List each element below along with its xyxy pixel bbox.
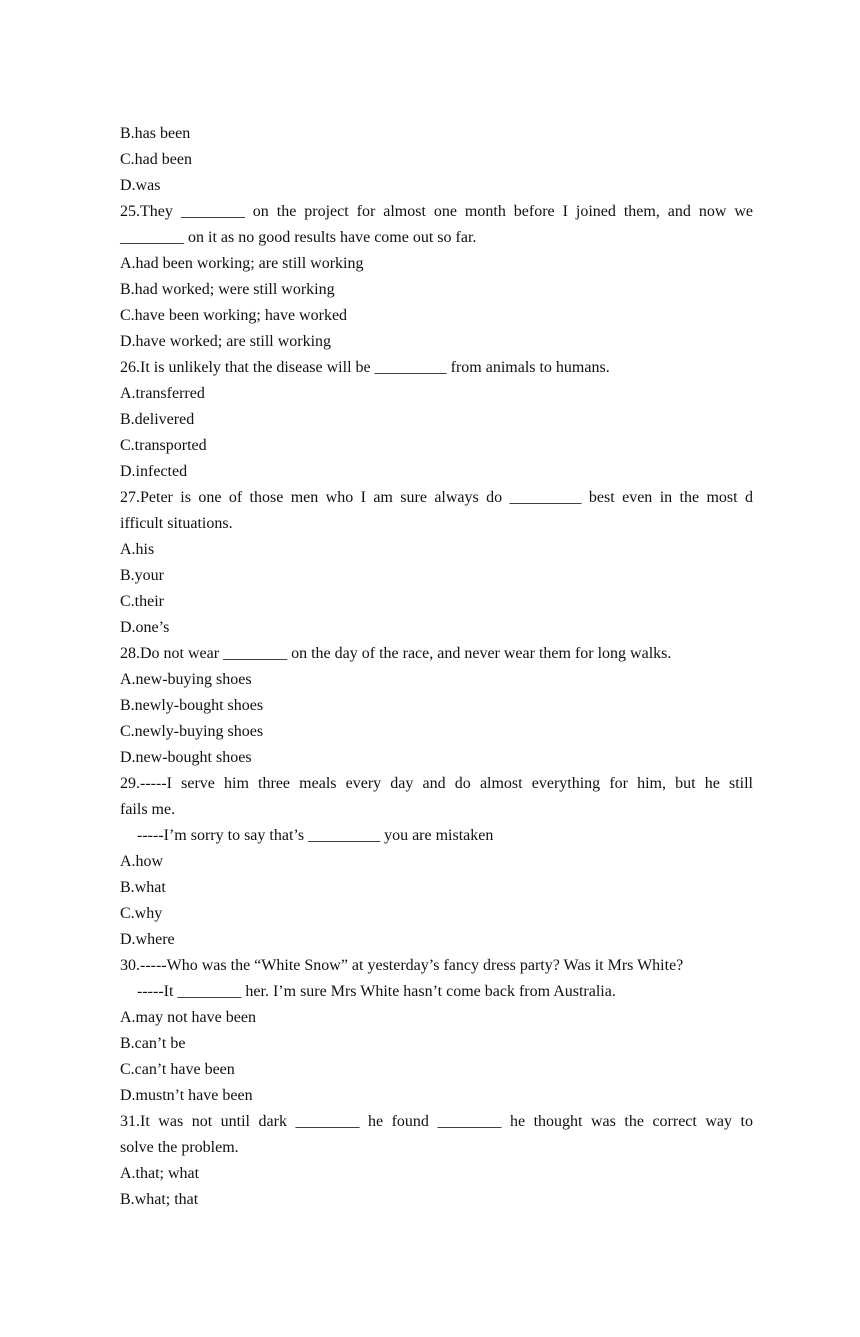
document-page [120,121,753,1213]
option-line: C.transported [120,437,207,454]
option-line: D.have worked; are still working [120,333,332,350]
option-line: C.newly-buying shoes [120,723,264,740]
option-line: B.can’t be [120,1035,186,1052]
option-line: A.how [120,853,164,870]
option-line: A.that; what [120,1165,200,1182]
option-line: C.their [120,593,164,610]
option-line: C.why [120,905,163,922]
option-line: D.new-bought shoes [120,749,252,766]
question-line: 29.-----I serve him three meals every day and do almost everything for him, but he still [120,775,753,792]
option-line: B.what; that [120,1191,199,1208]
question-line: 30.-----Who was the “White Snow” at yesterday’s fancy dress party? Was it Mrs White? [120,957,684,974]
option-line: A.had been working; are still working [120,255,364,272]
option-line: C.can’t have been [120,1061,235,1078]
dialogue-reply-line: -----I’m sorry to say that’s _________ you are mistaken [137,827,494,844]
option-line: B.has been [120,125,191,142]
dialogue-reply-line: -----It ________ her. I’m sure Mrs White hasn’t come back from Australia. [137,983,616,1000]
question-line: fails me. [120,801,176,818]
option-line: B.delivered [120,411,195,428]
option-line: B.your [120,567,164,584]
question-line: ________ on it as no good results have come out so far. [120,229,477,246]
option-line: C.had been [120,151,192,168]
question-line: 27.Peter is one of those men who I am sure always do _________ best even in the most d [120,489,753,506]
option-line: D.one’s [120,619,170,636]
option-line: B.had worked; were still working [120,281,335,298]
option-line: B.what [120,879,166,896]
option-line: A.his [120,541,155,558]
option-line: D.mustn’t have been [120,1087,253,1104]
option-line: A.may not have been [120,1009,256,1026]
question-line: ifficult situations. [120,515,233,532]
question-line: 31.It was not until dark ________ he found ________ he thought was the correct way to [120,1113,753,1130]
option-line: D.infected [120,463,188,480]
question-line: 26.It is unlikely that the disease will be _________ from animals to humans. [120,359,610,376]
question-line: solve the problem. [120,1139,239,1156]
option-line: C.have been working; have worked [120,307,348,324]
option-line: D.was [120,177,161,194]
option-line: A.new-buying shoes [120,671,252,688]
option-line: B.newly-bought shoes [120,697,264,714]
option-line: D.where [120,931,175,948]
option-line: A.transferred [120,385,205,402]
question-line: 28.Do not wear ________ on the day of the race, and never wear them for long walks. [120,645,672,662]
question-line: 25.They ________ on the project for almost one month before I joined them, and now we [120,203,753,220]
